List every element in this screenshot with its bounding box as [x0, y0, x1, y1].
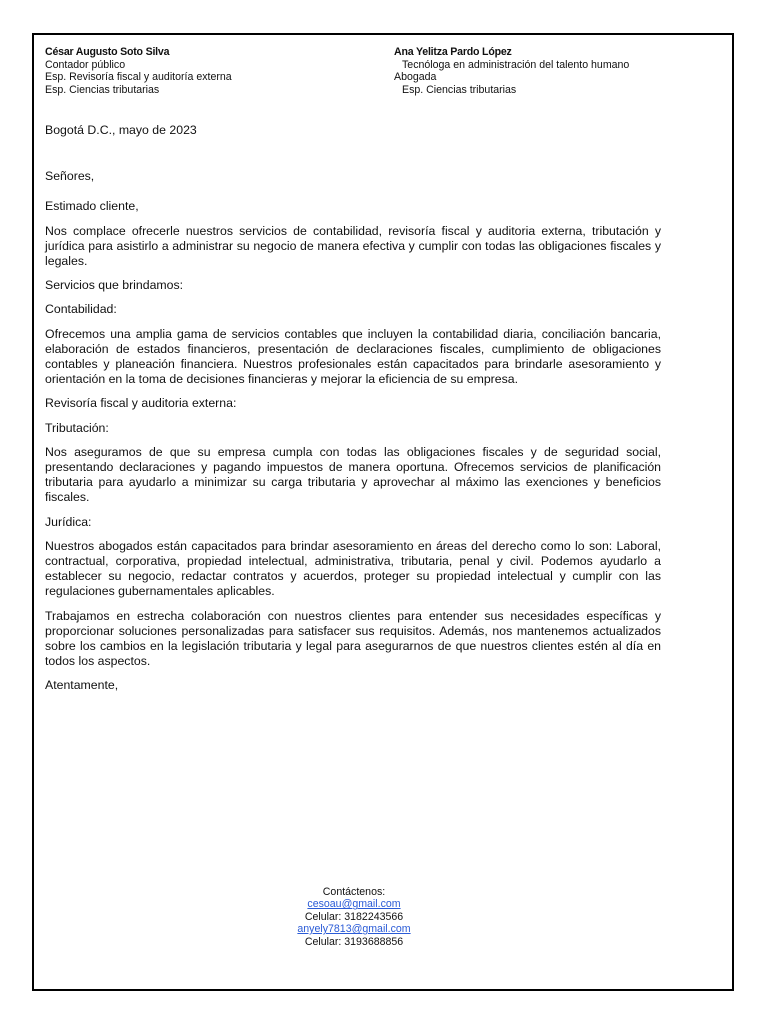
- tributacion-paragraph: Nos aseguramos de que su empresa cumpla con todas las obligaciones fiscales y de seguridad social, presentando declaraciones y pagando impuestos de manera oportuna. Ofrecemos servicios de planificación tributaria para ayudarlo a minimizar su carga tributaria y aprovechar al máximo las exenciones y beneficios fiscales.: [45, 444, 661, 505]
- phone-2: Celular: 3193688856: [304, 935, 404, 948]
- author-right-profession: Abogada: [394, 71, 437, 83]
- author-left: [45, 46, 375, 96]
- services-heading: Servicios que brindamos:: [45, 278, 184, 293]
- email-link-anyely[interactable]: anyely7813@gmail.com: [297, 923, 411, 936]
- author-left-specialty: Esp. Revisoría fiscal y auditoría externa: [45, 71, 232, 83]
- greeting: Estimado cliente,: [45, 199, 139, 214]
- phone-1: Celular: 3182243566: [304, 910, 404, 923]
- author-right-specialty: Esp. Ciencias tributarias: [402, 83, 517, 96]
- author-left-specialty: Esp. Ciencias tributarias: [45, 83, 160, 96]
- contabilidad-heading: Contabilidad:: [45, 302, 117, 317]
- tributacion-heading: Tributación:: [45, 420, 109, 435]
- salutation: Señores,: [45, 169, 95, 184]
- juridica-paragraph: Nuestros abogados están capacitados para brindar asesoramiento en áreas del derecho como lo son: Laboral, contractual, corporativa, propiedad intelectual, administrativa, tributaria, penal y civil. Podemos ayudarlo a establecer su negocio, redactar contratos y acuerdos, proteger su propiedad intelectual y cumplir con las regulaciones gubernamentales aplicables.: [45, 538, 661, 599]
- signoff: Atentamente,: [45, 678, 119, 693]
- email-link-cesoau[interactable]: cesoau@gmail.com: [307, 898, 401, 911]
- contact-heading: Contáctenos:: [322, 886, 386, 898]
- intro-paragraph: Nos complace ofrecerle nuestros servicios de contabilidad, revisoría fiscal y auditoria externa, tributación y jurídica para asistirlo a administrar su negocio de manera efectiva y cumplir con todas las obligaciones fiscales y legales.: [45, 223, 661, 269]
- closing-paragraph: Trabajamos en estrecha colaboración con nuestros clientes para entender sus necesidades específicas y proporcionar soluciones personalizadas para satisfacer sus requisitos. Además, nos mantenemos actualizados sobre los cambios en la legislación tributaria y legal para asegurarnos de que nuestros clientes estén al día en todos los aspectos.: [45, 608, 661, 669]
- letter-body: [45, 123, 661, 703]
- revisoria-heading: Revisoría fiscal y auditoria externa:: [45, 396, 237, 411]
- author-right: [394, 46, 714, 96]
- contact-block: [0, 886, 708, 948]
- juridica-heading: Jurídica:: [45, 514, 92, 529]
- author-left-name: César Augusto Soto Silva: [45, 46, 170, 58]
- contabilidad-paragraph: Ofrecemos una amplia gama de servicios contables que incluyen la contabilidad diaria, conciliación bancaria, elaboración de estados financieros, presentación de declaraciones fiscales, cumplimiento de obligaciones contables y planeación financiera. Nuestros profesionales están capacitados para brindarle asesoramiento y orientación en la toma de decisiones financieras y mejorar la eficiencia de su empresa.: [45, 326, 661, 387]
- letter-date: Bogotá D.C., mayo de 2023: [45, 123, 197, 137]
- author-right-title: Tecnóloga en administración del talento humano: [402, 58, 630, 71]
- author-right-name: Ana Yelitza Pardo López: [394, 46, 512, 58]
- author-left-title: Contador público: [45, 58, 126, 71]
